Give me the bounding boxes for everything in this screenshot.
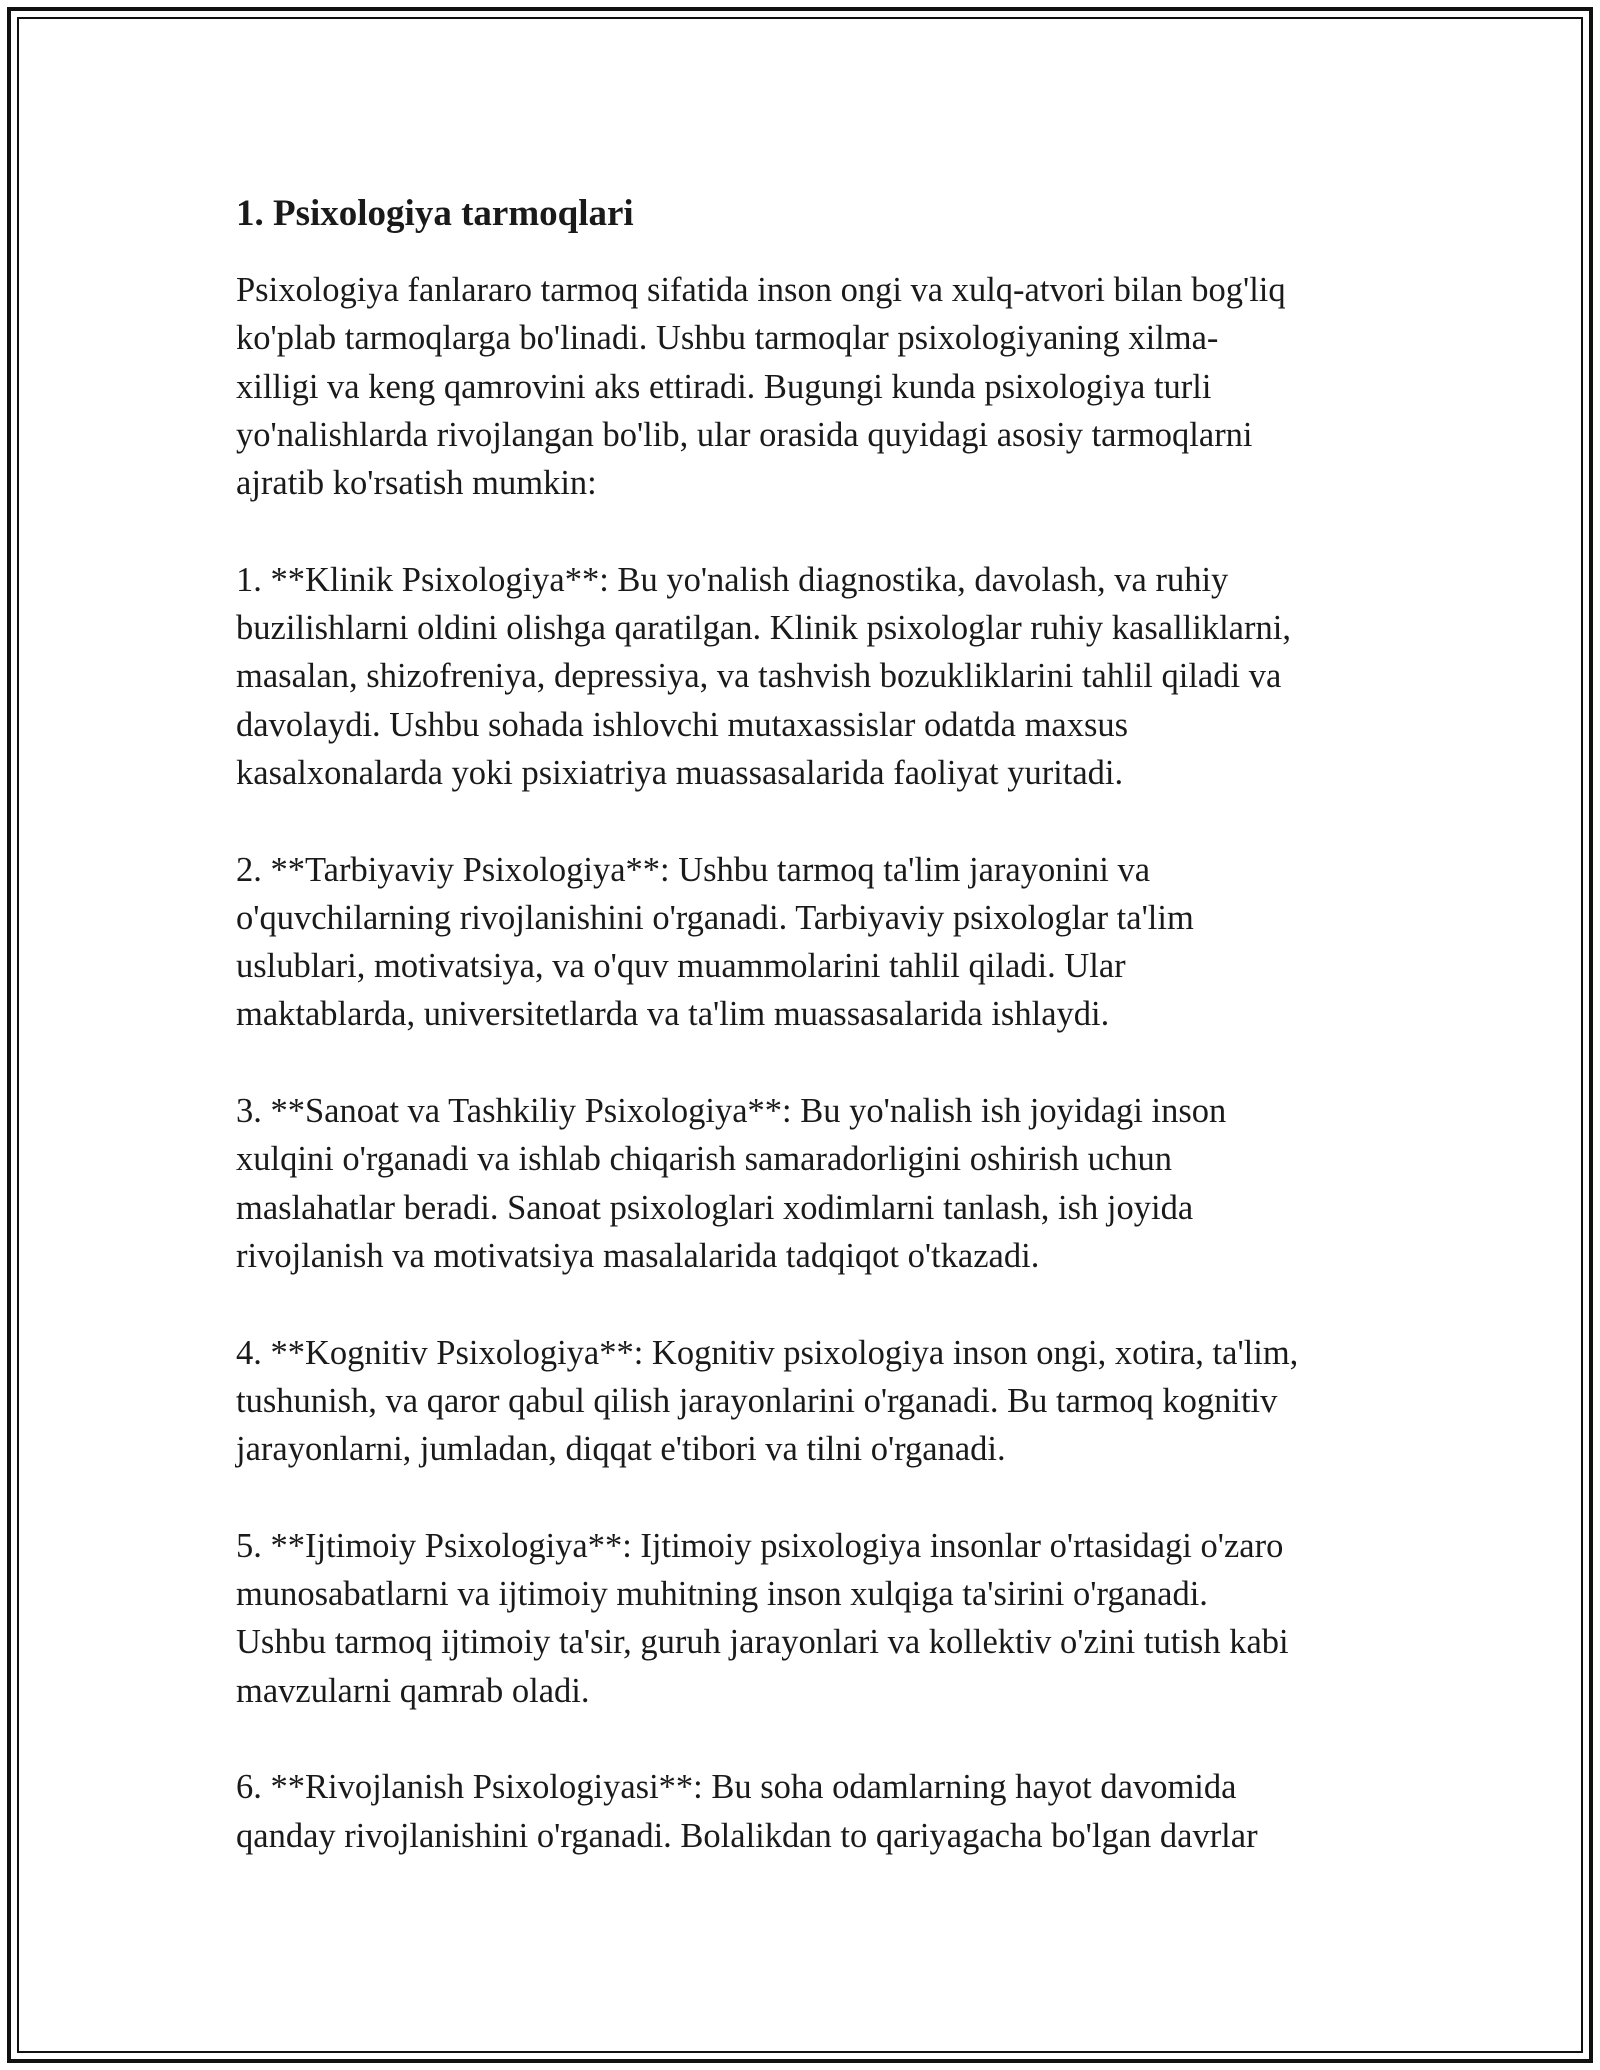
text-line: tushunish, va qaror qabul qilish jarayonlarini o'rganadi. Bu tarmoq kognitiv [236,1381,1278,1420]
text-line: 2. **Tarbiyaviy Psixologiya**: Ushbu tarmoq ta'lim jarayonini va [236,850,1151,889]
list-item-social [236,1522,1381,1715]
text-line: rivojlanish va motivatsiya masalalarida tadqiqot o'tkazadi. [236,1236,1040,1275]
text-line: 3. **Sanoat va Tashkiliy Psixologiya**: Bu yo'nalish ish joyidagi inson [236,1092,1227,1131]
list-item-developmental [236,1763,1381,1860]
list-item-educational [236,846,1381,1039]
text-line: yo'nalishlarda rivojlangan bo'lib, ular orasida quyidagi asosiy tarmoqlarni [236,415,1253,454]
text-line: qanday rivojlanishini o'rganadi. Bolalikdan to qariyagacha bo'lgan davrlar [236,1816,1258,1855]
text-line: 6. **Rivojlanish Psixologiyasi**: Bu soha odamlarning hayot davomida [236,1768,1237,1807]
text-line: ko'plab tarmoqlarga bo'linadi. Ushbu tarmoqlar psixologiyaning xilma- [236,319,1219,358]
text-line: mavzularni qamrab oladi. [236,1671,590,1710]
text-line: maslahatlar beradi. Sanoat psixologlari xodimlarni tanlash, ish joyida [236,1188,1194,1227]
intro-paragraph [236,266,1381,507]
text-line: ajratib ko'rsatish mumkin: [236,464,597,503]
text-line: maktablarda, universitetlarda va ta'lim muassasalarida ishlaydi. [236,995,1110,1034]
text-line: masalan, shizofreniya, depressiya, va tashvish bozukliklarini tahlil qiladi va [236,657,1282,696]
text-line: xilligi va keng qamrovini aks ettiradi. Bugungi kunda psixologiya turli [236,367,1212,406]
section-heading: 1. Psixologiya tarmoqlari [236,193,634,234]
list-item-industrial [236,1087,1381,1280]
text-line: buzilishlarni oldini olishga qaratilgan. Klinik psixologlar ruhiy kasalliklarni, [236,609,1291,648]
list-item-clinical [236,556,1381,797]
text-line: xulqini o'rganadi va ishlab chiqarish samaradorligini oshirish uchun [236,1140,1172,1179]
text-line: Psixologiya fanlararo tarmoq sifatida inson ongi va xulq-atvori bilan bog'liq [236,271,1286,309]
text-line: jarayonlarni, jumladan, diqqat e'tibori va tilni o'rganadi. [236,1430,1006,1469]
text-line: munosabatlarni va ijtimoiy muhitning inson xulqiga ta'sirini o'rganadi. [236,1575,1208,1614]
text-line: uslublari, motivatsiya, va o'quv muammolarini tahlil qiladi. Ular [236,947,1126,986]
text-line: 1. **Klinik Psixologiya**: Bu yo'nalish diagnostika, davolash, va ruhiy [236,560,1229,599]
text-line: 4. **Kognitiv Psixologiya**: Kognitiv psixologiya inson ongi, xotira, ta'lim, [236,1333,1299,1372]
document-body [236,186,1381,1860]
text-line: 5. **Ijtimoiy Psixologiya**: Ijtimoiy psixologiya insonlar o'rtasidagi o'zaro [236,1526,1284,1565]
text-line: Ushbu tarmoq ijtimoiy ta'sir, guruh jarayonlari va kollektiv o'zini tutish kabi [236,1623,1289,1662]
text-line: o'quvchilarning rivojlanishini o'rganadi. Tarbiyaviy psixologlar ta'lim [236,898,1194,937]
list-item-cognitive [236,1329,1381,1474]
text-line: kasalxonalarda yoki psixiatriya muassasalarida faoliyat yuritadi. [236,753,1124,792]
text-line: davolaydi. Ushbu sohada ishlovchi mutaxassislar odatda maxsus [236,705,1129,744]
